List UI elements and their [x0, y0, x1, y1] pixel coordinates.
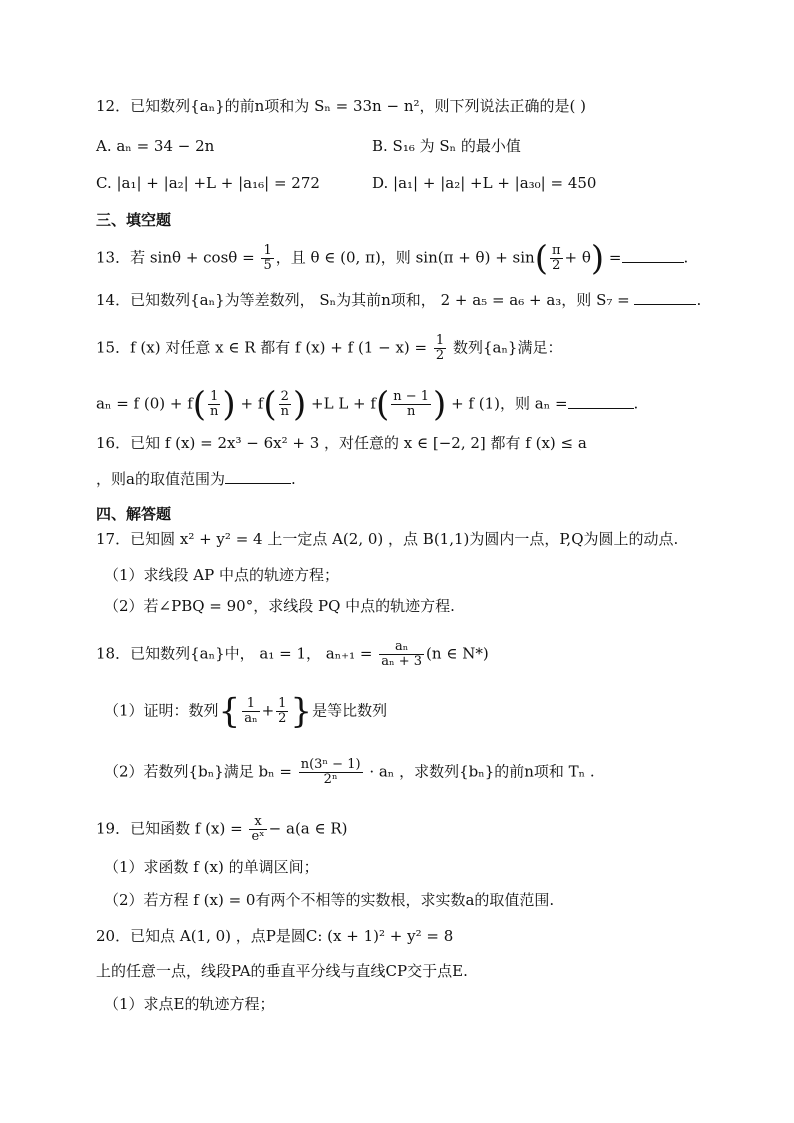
q17-part2: （2）若∠PBQ = 90°，求线段 PQ 中点的轨迹方程. — [104, 597, 455, 615]
q19-stem: 19．已知函数 f (x) = $\frac{x}{\text{eˣ}}$ − a(a ∈ R) — [96, 814, 348, 844]
q20-stem: 20．已知点 A(1, 0) ，点P是圆C: (x + 1)² + y² = 8 — [96, 927, 454, 945]
q18-stem: 18．已知数列{aₙ}中， a₁ = 1， aₙ₊₁ = $\frac{\text{aₙ}}{\text{aₙ + 3}}$ (n ∈ N*) — [96, 639, 489, 669]
q15-fraction: $\frac{1}{2}$ — [435, 333, 445, 363]
q20-part1: （1）求点E的轨迹方程； — [104, 995, 275, 1013]
q19-part1: （1）求函数 f (x) 的单调区间； — [104, 858, 319, 876]
q18-part2: （2）若数列{bₙ}满足 bₙ = $\frac{\text{n(3ⁿ − 1)}}{\text{2ⁿ}}$ · aₙ ，求数列{bₙ}的前n项和 Tₙ . — [104, 757, 595, 787]
q17-stem: 17．已知圆 x² + y² = 4 上一定点 A(2, 0) ，点 B(1,1)为圆内一点，P,Q为圆上的动点. — [96, 530, 679, 548]
q12-option-a: A. aₙ = 34 − 2n — [96, 137, 215, 155]
section-answer-heading: 四、解答题 — [96, 505, 172, 523]
q14-stem: 14．已知数列{aₙ}为等差数列， Sₙ为其前n项和， 2 + a₅ = a₆ + a₃，则 S₇ = . — [96, 291, 702, 309]
q12-stem: 12．已知数列{aₙ}的前n项和为 Sₙ = 33n − n²，则下列说法正确的是( ) — [96, 97, 586, 115]
q13-arg-fraction: $\frac{\pi}{2}$ — [551, 243, 561, 273]
q13-answer-blank — [622, 250, 684, 263]
q16-line2: ，则a的取值范围为 . — [96, 470, 296, 488]
q20-line2: 上的任意一点，线段PA的垂直平分线与直线CP交于点E. — [96, 962, 468, 980]
q16-answer-blank — [225, 471, 291, 484]
q13-fraction: $\frac{1}{5}$ — [263, 243, 272, 273]
q19-fraction: $\frac{x}{\text{eˣ}}$ — [251, 814, 265, 844]
q18-b-fraction: $\frac{\text{n(3ⁿ − 1)}}{\text{2ⁿ}}$ — [300, 757, 361, 787]
q13-stem: 13．若 sinθ + cosθ = $\frac{1}{5}$ ，且 θ ∈ (0, π)，则 sin(π + θ) + sin( $\frac{\pi}{2}$ + θ) = . — [96, 238, 689, 279]
q12-option-c: C. |a₁| + |a₂| +L + |a₁₆| = 272 — [96, 174, 320, 192]
q16-stem: 16．已知 f (x) = 2x³ − 6x² + 3 ，对任意的 x ∈ [−2, 2] 都有 f (x) ≤ a — [96, 434, 587, 452]
q18-part1: （1）证明：数列{ $\frac{1}{\text{aₙ}}$ + $\frac{1}{2}$ }是等比数列 — [104, 691, 388, 732]
q19-part2: （2）若方程 f (x) = 0有两个不相等的实数根，求实数a的取值范围. — [104, 891, 555, 909]
q15-stem: 15．f (x) 对任意 x ∈ R 都有 f (x) + f (1 − x) = $\frac{1}{2}$ 数列{aₙ}满足： — [96, 333, 563, 363]
q14-answer-blank — [634, 292, 696, 305]
q18-recurrence-fraction: $\frac{\text{aₙ}}{\text{aₙ + 3}}$ — [381, 639, 423, 669]
q12-option-b: B. S₁₆ 为 Sₙ 的最小值 — [372, 137, 521, 155]
section-fill-in-heading: 三、填空题 — [96, 211, 172, 229]
q15-answer-blank — [568, 396, 634, 409]
q17-part1: （1）求线段 AP 中点的轨迹方程； — [104, 566, 340, 584]
q12-option-d: D. |a₁| + |a₂| +L + |a₃₀| = 450 — [372, 174, 597, 192]
q15-sequence-formula: aₙ = f (0) + f( $\frac{1}{n}$ ) + f( $\frac{2}{n}$ ) +L L + f( $\frac{n - 1}{n}$ ) + f (1)，则 aₙ = . — [96, 384, 639, 425]
